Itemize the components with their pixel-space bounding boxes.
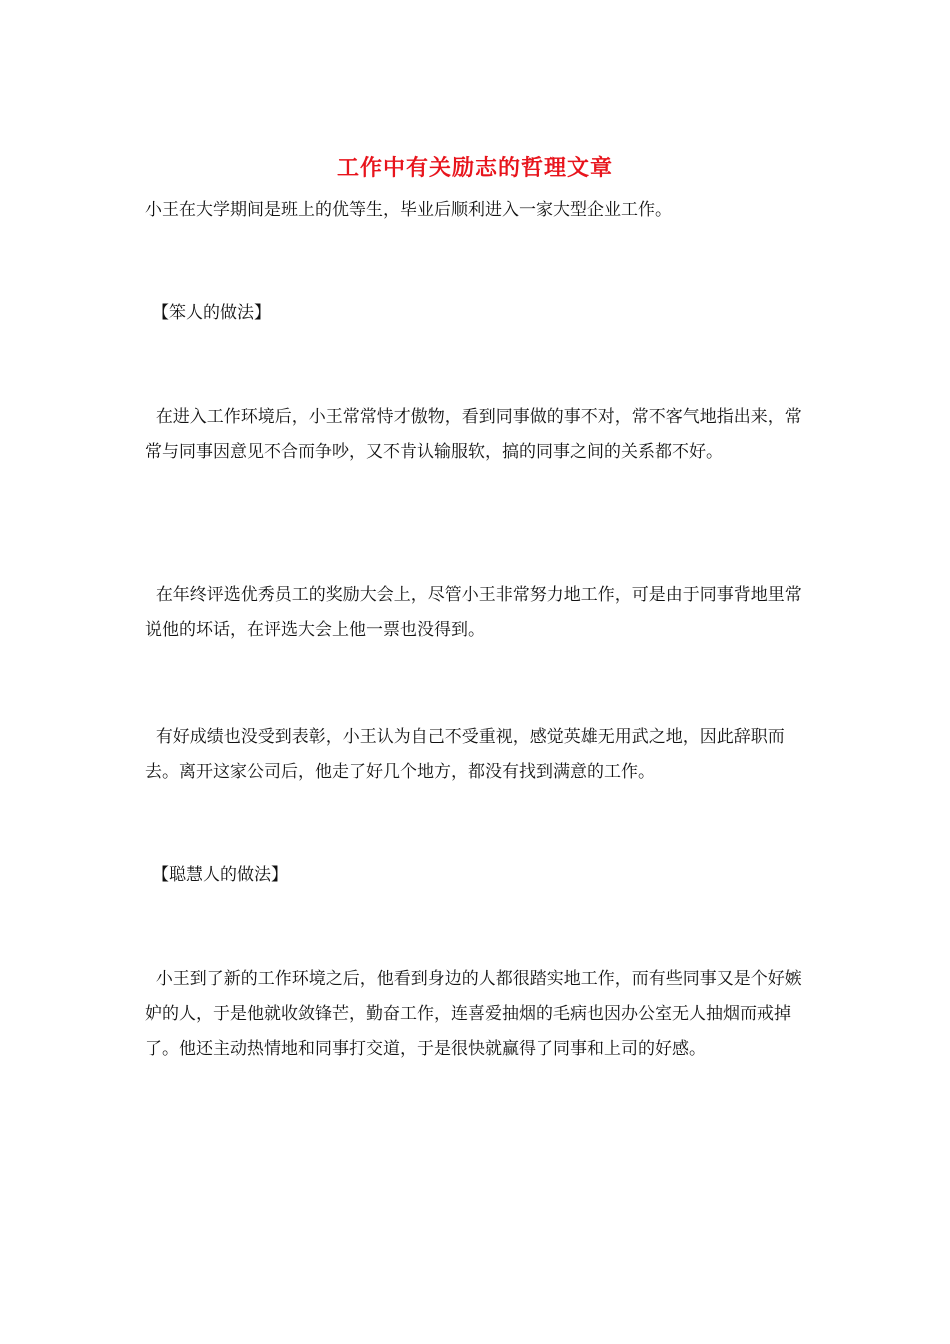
intro-paragraph: 小王在大学期间是班上的优等生，毕业后顺利进入一家大型企业工作。 <box>145 200 672 220</box>
paragraph: 小王到了新的工作环境之后，他看到身边的人都很踏实地工作，而有些同事又是个好嫉妒的人，于是他就收敛锋芒，勤奋工作，连喜爱抽烟的毛病也因办公室无人抽烟而戒掉了。他还主动热情地和同事打交道，于是很快就赢得了同事和上司的好感。 <box>145 969 802 1059</box>
section-heading-wise: 【聪慧人的做法】 <box>152 865 288 885</box>
document-title: 工作中有关励志的哲理文章 <box>336 155 613 181</box>
paragraph: 在进入工作环境后，小王常常恃才傲物，看到同事做的事不对，常不客气地指出来，常常与同事因意见不合而争吵，又不肯认输服软，搞的同事之间的关系都不好。 <box>145 407 802 462</box>
section-heading-foolish: 【笨人的做法】 <box>152 303 271 323</box>
paragraph: 有好成绩也没受到表彰，小王认为自己不受重视，感觉英雄无用武之地，因此辞职而去。离开这家公司后，他走了好几个地方，都没有找到满意的工作。 <box>145 727 785 782</box>
paragraph: 在年终评选优秀员工的奖励大会上，尽管小王非常努力地工作，可是由于同事背地里常说他的坏话，在评选大会上他一票也没得到。 <box>145 585 802 640</box>
